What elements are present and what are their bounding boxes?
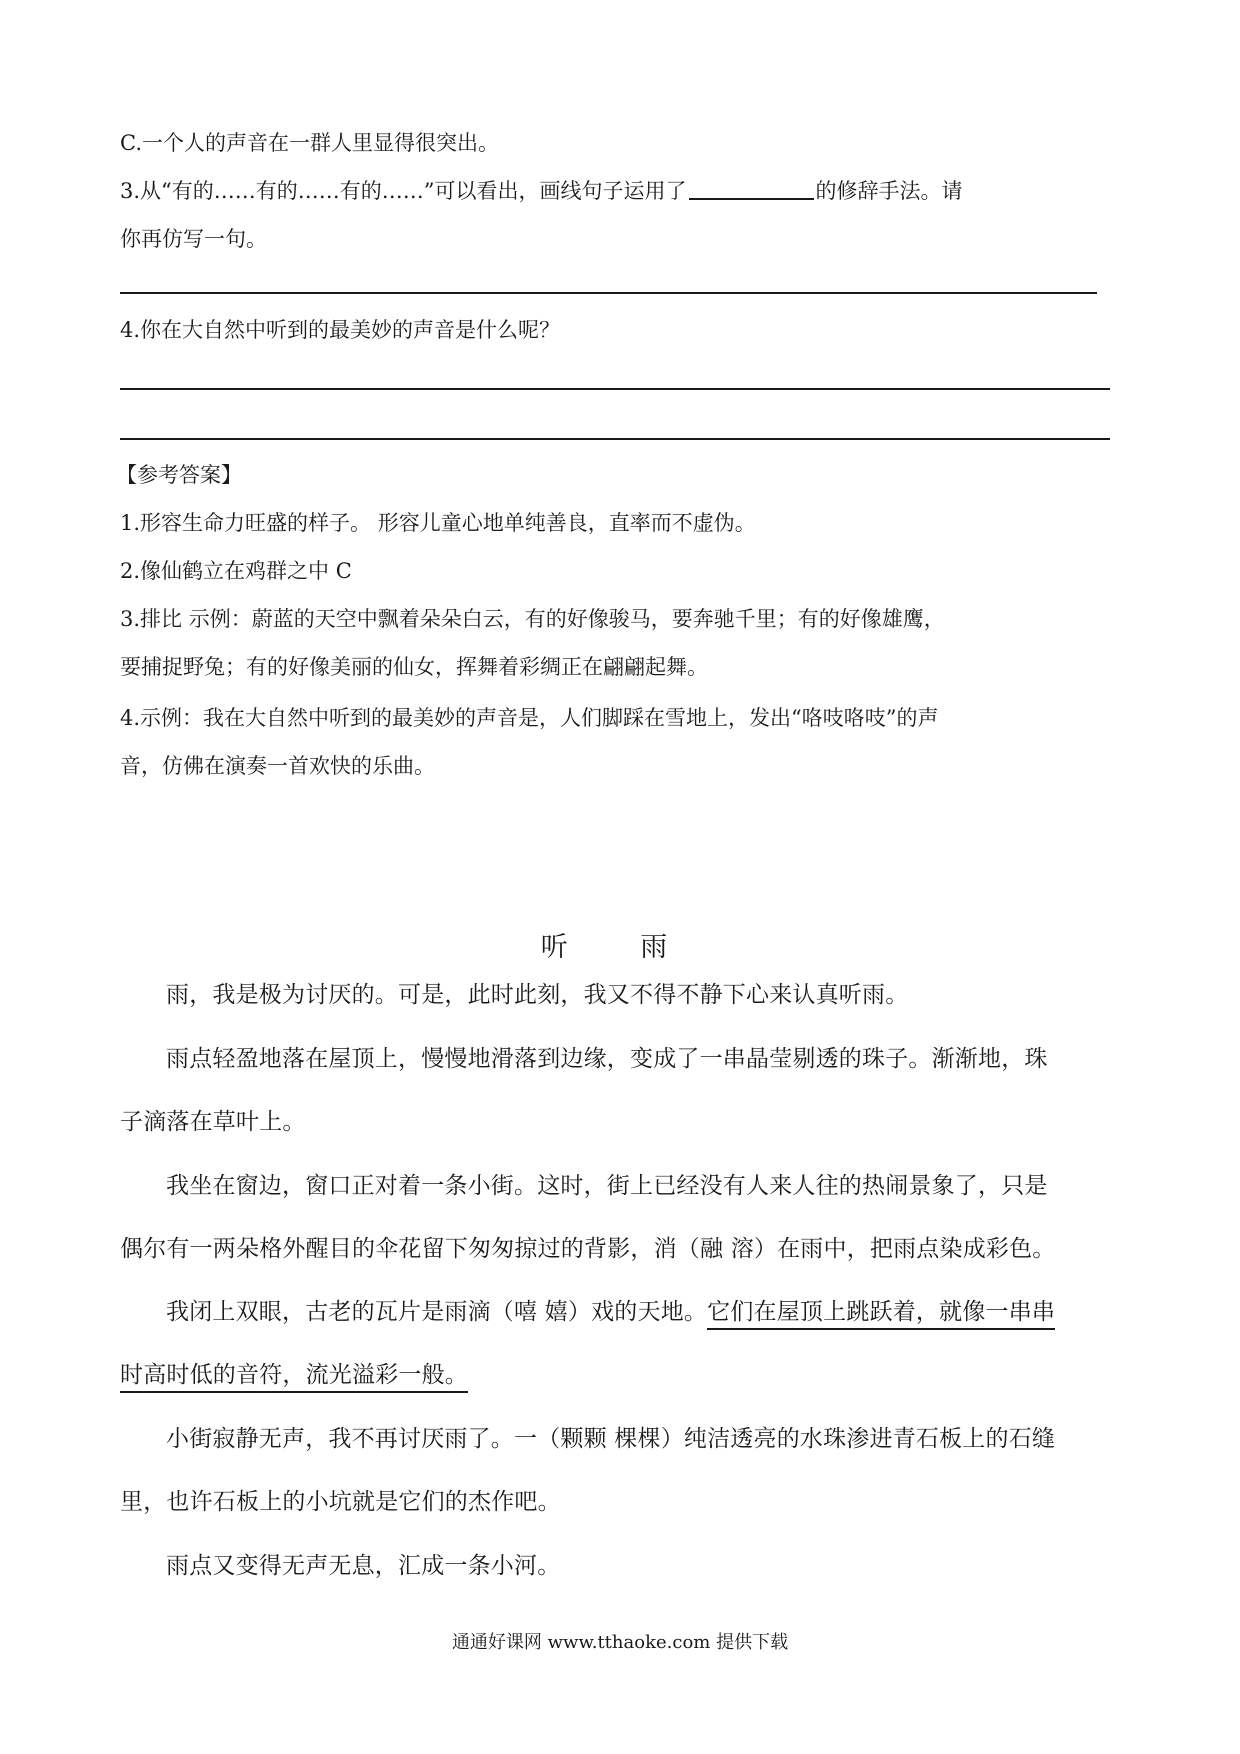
- answer-4-line-2: 音，仿佛在演奏一首欢快的乐曲。: [120, 754, 435, 778]
- paragraph-4-text: 我闭上双眼，古老的瓦片是雨滴（嘻 嬉）戏的天地。: [166, 1299, 708, 1325]
- question-2-option-c: C.一个人的声音在一群人里显得很突出。: [120, 131, 499, 155]
- answer-2: 2.像仙鹤立在鸡群之中 C: [120, 559, 352, 583]
- question-3-text: 3.从“有的……有的……有的……”可以看出，画线句子运用了: [120, 179, 687, 203]
- answer-line: [120, 438, 1110, 440]
- paragraph-4-line-1: [166, 1296, 1055, 1328]
- answer-1: 1.形容生命力旺盛的样子。 形容儿童心地单纯善良，直率而不虚伪。: [120, 511, 756, 535]
- answer-3-line-1: 3.排比 示例：蔚蓝的天空中飘着朵朵白云，有的好像骏马，要奔驰千里；有的好像雄鹰，: [120, 607, 945, 631]
- answer-4-line-1: 4.示例：我在大自然中听到的最美妙的声音是，人们脚踩在雪地上，发出“咯吱咯吱”的声: [120, 706, 939, 730]
- paragraph-6: 雨点又变得无声无息，汇成一条小河。: [166, 1553, 561, 1579]
- underlined-sentence-end: 时高时低的音符，流光溢彩一般。: [120, 1362, 468, 1393]
- answers-heading: 【参考答案】: [116, 463, 242, 487]
- answer-line: [120, 292, 1097, 294]
- paragraph-3-line-1: 我坐在窗边，窗口正对着一条小街。这时，街上已经没有人来人往的热闹景象了，只是: [166, 1173, 1048, 1199]
- paragraph-4-line-2: [120, 1359, 468, 1391]
- paragraph-2-line-2: 子滴落在草叶上。: [120, 1109, 306, 1135]
- paragraph-5-line-2: 里，也许石板上的小坑就是它们的杰作吧。: [120, 1489, 561, 1515]
- answer-3-line-2: 要捕捉野兔；有的好像美丽的仙女，挥舞着彩绸正在翩翩起舞。: [120, 655, 708, 679]
- paragraph-3-line-2: 偶尔有一两朵格外醒目的伞花留下匆匆掠过的背影，消（融 溶）在雨中，把雨点染成彩色。: [120, 1236, 1056, 1262]
- answer-line: [120, 388, 1110, 390]
- paragraph-5-line-1: 小街寂静无声，我不再讨厌雨了。一（颗颗 棵棵）纯洁透亮的水珠渗进青石板上的石缝: [166, 1426, 1056, 1452]
- question-3-line-2: 你再仿写一句。: [120, 227, 267, 251]
- footer-watermark: 通通好课网 www.tthaoke.com 提供下载: [451, 1632, 789, 1653]
- paragraph-1: 雨，我是极为讨厌的。可是，此时此刻，我又不得不静下心来认真听雨。: [166, 982, 909, 1008]
- underlined-sentence: 它们在屋顶上跳跃着，就像一串串: [707, 1299, 1055, 1330]
- question-4: 4.你在大自然中听到的最美妙的声音是什么呢？: [120, 318, 561, 342]
- answer-blank: [689, 176, 814, 200]
- story-title: 听 雨: [540, 932, 700, 963]
- question-3-text-end: 的修辞手法。请: [815, 179, 963, 203]
- question-3: [120, 176, 963, 206]
- paragraph-2-line-1: 雨点轻盈地落在屋顶上，慢慢地滑落到边缘，变成了一串晶莹剔透的珠子。渐渐地，珠: [166, 1046, 1048, 1072]
